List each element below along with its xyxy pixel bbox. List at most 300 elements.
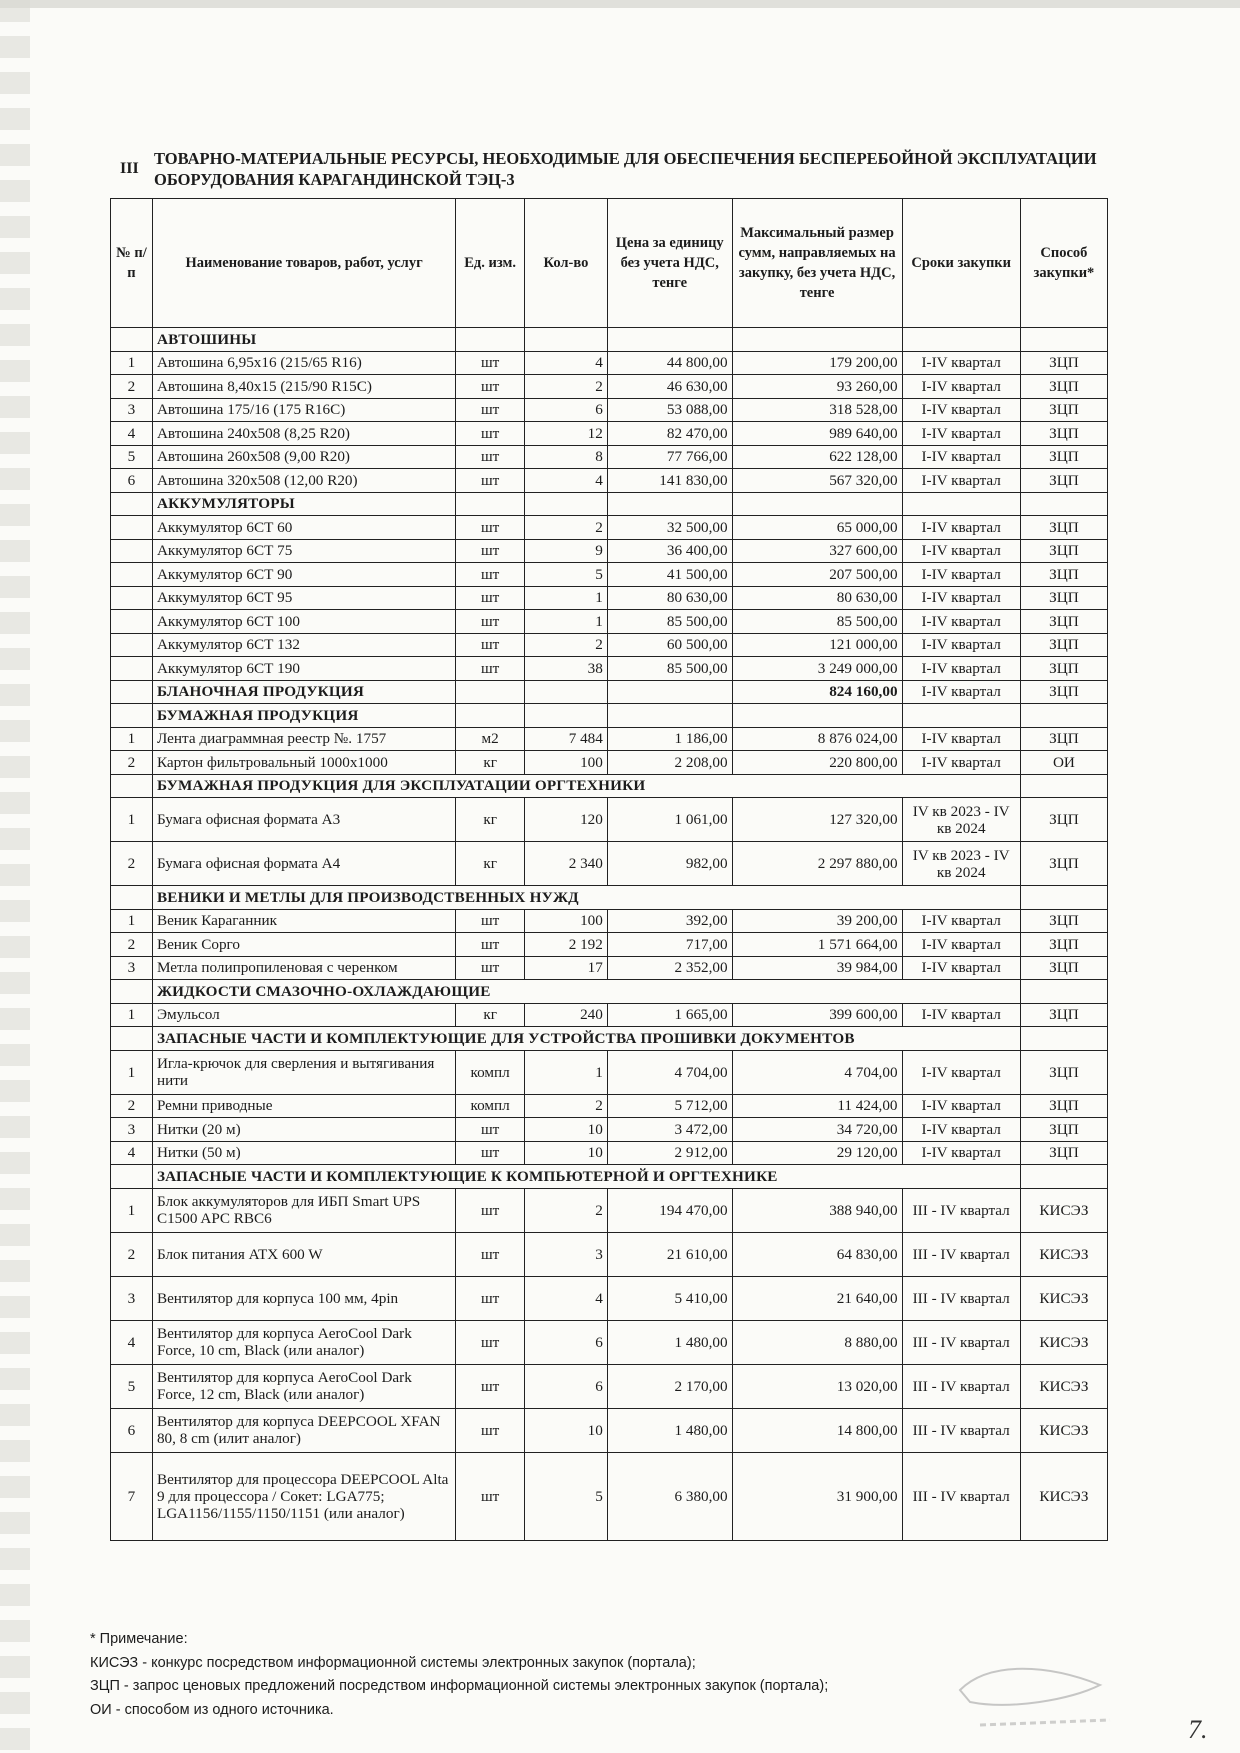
row-sum: 179 200,00 [732, 351, 902, 375]
row-number [111, 610, 153, 634]
row-period: IV кв 2023 - IV кв 2024 [902, 842, 1020, 886]
row-unit-price: 46 630,00 [607, 375, 732, 399]
row-period: III - IV квартал [902, 1320, 1020, 1364]
row-item-name: Вентилятор для процессора DEEPCOOL Alta 9 для процессора / Сокет: LGA775; LGA1156/1155/1150/1151 (или аналог) [152, 1452, 455, 1540]
row-sum: 824 160,00 [732, 680, 902, 704]
section-num-cell [111, 328, 153, 352]
row-period: I-IV квартал [902, 563, 1020, 587]
table-row [111, 516, 1108, 540]
empty-cell [607, 680, 732, 704]
row-method: ЗЦП [1020, 1003, 1107, 1027]
row-number: 1 [111, 1188, 153, 1232]
row-number: 3 [111, 1118, 153, 1142]
table-row [111, 563, 1108, 587]
row-method: ЗЦП [1020, 563, 1107, 587]
row-quantity: 10 [525, 1141, 608, 1165]
scan-top-edge [0, 0, 1240, 8]
row-unit: м2 [456, 727, 525, 751]
section-title: ЗАПАСНЫЕ ЧАСТИ И КОМПЛЕКТУЮЩИЕ К КОМПЬЮТЕРНОЙ И ОРГТЕХНИКЕ [152, 1165, 1020, 1189]
empty-cell [607, 704, 732, 728]
row-method: ЗЦП [1020, 798, 1107, 842]
row-number: 2 [111, 1232, 153, 1276]
footnote-oi: ОИ - способом из одного источника. [90, 1701, 334, 1718]
section-row-s1 [111, 328, 1108, 352]
row-number [111, 657, 153, 681]
table-header-row [111, 199, 1108, 328]
row-unit: шт [456, 516, 525, 540]
row-quantity: 2 192 [525, 933, 608, 957]
row-unit-price: 2 912,00 [607, 1141, 732, 1165]
row-unit-price: 77 766,00 [607, 445, 732, 469]
row-method: ЗЦП [1020, 933, 1107, 957]
row-method: КИСЭЗ [1020, 1452, 1107, 1540]
row-item-name: Автошина 175/16 (175 R16C) [152, 398, 455, 422]
row-method: ЗЦП [1020, 469, 1107, 493]
row-unit-price: 5 410,00 [607, 1276, 732, 1320]
empty-cell [607, 328, 732, 352]
row-unit-price: 85 500,00 [607, 657, 732, 681]
table-row [111, 1232, 1108, 1276]
row-number: 2 [111, 933, 153, 957]
row-number [111, 563, 153, 587]
table-row [111, 933, 1108, 957]
empty-cell [456, 704, 525, 728]
section-row-s8 [111, 1165, 1108, 1189]
empty-cell [525, 492, 608, 516]
row-unit-price: 36 400,00 [607, 539, 732, 563]
row-number: 6 [111, 1408, 153, 1452]
row-sum: 207 500,00 [732, 563, 902, 587]
row-item-name: Эмульсол [152, 1003, 455, 1027]
empty-cell [902, 328, 1020, 352]
row-item-name: Аккумулятор 6СТ 75 [152, 539, 455, 563]
row-unit-price: 2 208,00 [607, 751, 732, 775]
row-sum: 8 876 024,00 [732, 727, 902, 751]
empty-cell [1020, 1165, 1107, 1189]
row-unit-price: 82 470,00 [607, 422, 732, 446]
row-unit-price: 982,00 [607, 842, 732, 886]
table-row [111, 351, 1108, 375]
section-num-cell [111, 886, 153, 910]
row-period: I-IV квартал [902, 539, 1020, 563]
section-row-blank [111, 680, 1108, 704]
row-method: КИСЭЗ [1020, 1408, 1107, 1452]
row-quantity: 2 [525, 516, 608, 540]
footnotes [90, 1628, 828, 1722]
table-row [111, 798, 1108, 842]
table-row [111, 539, 1108, 563]
row-item-name: Лента диаграммная реестр №. 1757 [152, 727, 455, 751]
row-number: 1 [111, 1050, 153, 1094]
row-period: III - IV квартал [902, 1188, 1020, 1232]
row-sum: 85 500,00 [732, 610, 902, 634]
row-quantity: 38 [525, 657, 608, 681]
row-unit-price: 32 500,00 [607, 516, 732, 540]
empty-cell [732, 328, 902, 352]
row-number: 4 [111, 422, 153, 446]
row-method: ЗЦП [1020, 398, 1107, 422]
row-period: I-IV квартал [902, 1094, 1020, 1118]
row-item-name: Бумага офисная формата А4 [152, 842, 455, 886]
row-period: I-IV квартал [902, 1118, 1020, 1142]
empty-cell [1020, 886, 1107, 910]
section-title: БУМАЖНАЯ ПРОДУКЦИЯ ДЛЯ ЭКСПЛУАТАЦИИ ОРГТЕХНИКИ [152, 774, 1020, 798]
empty-cell [525, 328, 608, 352]
row-unit: шт [456, 1452, 525, 1540]
row-item-name: Автошина 320х508 (12,00 R20) [152, 469, 455, 493]
section-title: АВТОШИНЫ [152, 328, 455, 352]
empty-cell [1020, 328, 1107, 352]
row-item-name: Веник Караганник [152, 909, 455, 933]
row-item-name: Метла полипропиленовая с черенком [152, 956, 455, 980]
section-title: АККУМУЛЯТОРЫ [152, 492, 455, 516]
row-quantity: 240 [525, 1003, 608, 1027]
row-unit: шт [456, 445, 525, 469]
empty-cell [1020, 704, 1107, 728]
row-item-name: Нитки (20 м) [152, 1118, 455, 1142]
row-method: ЗЦП [1020, 586, 1107, 610]
row-sum: 567 320,00 [732, 469, 902, 493]
section-title: ТОВАРНО-МАТЕРИАЛЬНЫЕ РЕСУРСЫ, НЕОБХОДИМЫЕ ДЛЯ ОБЕСПЕЧЕНИЯ БЕСПЕРЕБОЙНОЙ ЭКСПЛУАТАЦИИ ОБОРУДОВАНИЯ КАРАГАНДИНСКОЙ ТЭЦ-3 [154, 149, 1097, 189]
row-sum: 220 800,00 [732, 751, 902, 775]
row-number: 2 [111, 1094, 153, 1118]
row-unit: кг [456, 751, 525, 775]
section-number: III [120, 160, 139, 177]
row-sum: 29 120,00 [732, 1141, 902, 1165]
row-unit: шт [456, 657, 525, 681]
row-unit-price: 5 712,00 [607, 1094, 732, 1118]
row-method: КИСЭЗ [1020, 1188, 1107, 1232]
row-method: ЗЦП [1020, 516, 1107, 540]
row-method: ЗЦП [1020, 375, 1107, 399]
row-sum: 64 830,00 [732, 1232, 902, 1276]
row-sum: 65 000,00 [732, 516, 902, 540]
row-period: I-IV квартал [902, 445, 1020, 469]
row-number: 4 [111, 1320, 153, 1364]
table-row [111, 657, 1108, 681]
row-number [111, 586, 153, 610]
header-method: Способ закупки* [1020, 199, 1107, 328]
row-item-name: Аккумулятор 6СТ 90 [152, 563, 455, 587]
row-sum: 93 260,00 [732, 375, 902, 399]
row-item-name: Аккумулятор 6СТ 95 [152, 586, 455, 610]
row-method: ЗЦП [1020, 610, 1107, 634]
section-row-s6 [111, 980, 1108, 1004]
row-period: I-IV квартал [902, 610, 1020, 634]
row-number [111, 539, 153, 563]
row-unit: шт [456, 933, 525, 957]
empty-cell [732, 704, 902, 728]
empty-cell [1020, 980, 1107, 1004]
row-number: 1 [111, 909, 153, 933]
table-row [111, 956, 1108, 980]
row-item-name: Аккумулятор 6СТ 132 [152, 633, 455, 657]
row-quantity: 2 [525, 1188, 608, 1232]
section-row-s4 [111, 774, 1108, 798]
row-unit: шт [456, 1408, 525, 1452]
row-number [111, 516, 153, 540]
row-period: I-IV квартал [902, 727, 1020, 751]
row-unit: шт [456, 1364, 525, 1408]
header-num: № п/п [111, 199, 153, 328]
row-period: I-IV квартал [902, 1141, 1020, 1165]
row-unit-price: 85 500,00 [607, 610, 732, 634]
row-unit: шт [456, 1320, 525, 1364]
row-period: I-IV квартал [902, 751, 1020, 775]
header-unit: Ед. изм. [456, 199, 525, 328]
row-sum: 14 800,00 [732, 1408, 902, 1452]
row-period: I-IV квартал [902, 586, 1020, 610]
section-num-cell [111, 774, 153, 798]
table-row [111, 1050, 1108, 1094]
table-row [111, 445, 1108, 469]
header-sum: Максимальный размер сумм, направляемых на закупку, без учета НДС, тенге [732, 199, 902, 328]
table-row [111, 1320, 1108, 1364]
row-period: I-IV квартал [902, 956, 1020, 980]
empty-cell [1020, 1027, 1107, 1051]
row-number: 6 [111, 469, 153, 493]
row-item-name: Вентилятор для корпуса DEEPCOOL XFAN 80, 8 cm (илит аналог) [152, 1408, 455, 1452]
footnote-title: * Примечание: [90, 1631, 188, 1647]
row-unit-price: 53 088,00 [607, 398, 732, 422]
row-sum: 21 640,00 [732, 1276, 902, 1320]
row-quantity: 1 [525, 1050, 608, 1094]
row-sum: 121 000,00 [732, 633, 902, 657]
row-quantity: 120 [525, 798, 608, 842]
row-sum: 8 880,00 [732, 1320, 902, 1364]
table-row [111, 633, 1108, 657]
row-method: ЗЦП [1020, 727, 1107, 751]
section-num-cell [111, 704, 153, 728]
row-item-name: Автошина 240х508 (8,25 R20) [152, 422, 455, 446]
row-period: I-IV квартал [902, 680, 1020, 704]
row-method: ЗЦП [1020, 539, 1107, 563]
row-unit-price: 80 630,00 [607, 586, 732, 610]
row-number: 2 [111, 751, 153, 775]
row-unit-price: 41 500,00 [607, 563, 732, 587]
table-row [111, 1452, 1108, 1540]
section-row-s7 [111, 1027, 1108, 1051]
row-method: ЗЦП [1020, 633, 1107, 657]
row-number: 4 [111, 1141, 153, 1165]
row-unit: шт [456, 398, 525, 422]
row-unit-price: 1 186,00 [607, 727, 732, 751]
row-method: ЗЦП [1020, 842, 1107, 886]
row-quantity: 9 [525, 539, 608, 563]
row-item-name: Блок питания ATX 600 W [152, 1232, 455, 1276]
binding-holes-strip [0, 0, 30, 1753]
row-method: ЗЦП [1020, 909, 1107, 933]
row-unit-price: 2 352,00 [607, 956, 732, 980]
row-quantity: 2 340 [525, 842, 608, 886]
row-sum: 622 128,00 [732, 445, 902, 469]
row-item-name: Вентилятор для корпуса 100 мм, 4pin [152, 1276, 455, 1320]
table-row [111, 1408, 1108, 1452]
row-sum: 4 704,00 [732, 1050, 902, 1094]
table-body [111, 328, 1108, 1541]
row-quantity: 4 [525, 351, 608, 375]
table-row [111, 1118, 1108, 1142]
row-period: I-IV квартал [902, 909, 1020, 933]
row-quantity: 7 484 [525, 727, 608, 751]
row-method: ЗЦП [1020, 445, 1107, 469]
row-sum: 327 600,00 [732, 539, 902, 563]
row-quantity: 17 [525, 956, 608, 980]
row-quantity: 3 [525, 1232, 608, 1276]
empty-cell [902, 704, 1020, 728]
faded-stamp-mark [940, 1640, 1130, 1750]
row-method: ЗЦП [1020, 422, 1107, 446]
row-unit-price: 2 170,00 [607, 1364, 732, 1408]
row-sum: 3 249 000,00 [732, 657, 902, 681]
row-method: ЗЦП [1020, 1050, 1107, 1094]
row-period: I-IV квартал [902, 375, 1020, 399]
row-period: III - IV квартал [902, 1408, 1020, 1452]
row-method: ЗЦП [1020, 1141, 1107, 1165]
row-method: КИСЭЗ [1020, 1232, 1107, 1276]
row-number: 1 [111, 351, 153, 375]
row-number: 2 [111, 375, 153, 399]
row-number: 7 [111, 1452, 153, 1540]
row-unit-price: 1 061,00 [607, 798, 732, 842]
row-sum: 127 320,00 [732, 798, 902, 842]
row-unit: шт [456, 633, 525, 657]
empty-cell [456, 680, 525, 704]
row-item-name: Вентилятор для корпуса AeroCool Dark Force, 10 cm, Black (или аналог) [152, 1320, 455, 1364]
procurement-table [110, 198, 1108, 1541]
section-num-cell [111, 1165, 153, 1189]
row-method: КИСЭЗ [1020, 1276, 1107, 1320]
row-quantity: 1 [525, 586, 608, 610]
table-row [111, 610, 1108, 634]
row-quantity: 4 [525, 1276, 608, 1320]
row-method: КИСЭЗ [1020, 1320, 1107, 1364]
section-num-cell [111, 980, 153, 1004]
row-method: ЗЦП [1020, 680, 1107, 704]
row-unit-price: 717,00 [607, 933, 732, 957]
row-quantity: 10 [525, 1118, 608, 1142]
table-row [111, 727, 1108, 751]
row-unit: шт [456, 909, 525, 933]
row-number [111, 633, 153, 657]
row-sum: 80 630,00 [732, 586, 902, 610]
row-quantity: 6 [525, 1364, 608, 1408]
row-period: IV кв 2023 - IV кв 2024 [902, 798, 1020, 842]
row-quantity: 12 [525, 422, 608, 446]
section-title: БУМАЖНАЯ ПРОДУКЦИЯ [152, 704, 455, 728]
header-period: Сроки закупки [902, 199, 1020, 328]
row-quantity: 100 [525, 751, 608, 775]
row-period: III - IV квартал [902, 1452, 1020, 1540]
row-period: I-IV квартал [902, 1050, 1020, 1094]
row-sum: 31 900,00 [732, 1452, 902, 1540]
row-method: ЗЦП [1020, 351, 1107, 375]
row-period: I-IV квартал [902, 657, 1020, 681]
row-sum: 1 571 664,00 [732, 933, 902, 957]
empty-cell [456, 492, 525, 516]
row-period: III - IV квартал [902, 1232, 1020, 1276]
row-period: I-IV квартал [902, 1003, 1020, 1027]
table-row [111, 398, 1108, 422]
row-quantity: 6 [525, 398, 608, 422]
row-unit: шт [456, 351, 525, 375]
row-unit: кг [456, 842, 525, 886]
row-number: 5 [111, 445, 153, 469]
header-price: Цена за единицу без учета НДС, тенге [607, 199, 732, 328]
row-sum: 399 600,00 [732, 1003, 902, 1027]
row-number: 5 [111, 1364, 153, 1408]
row-item-name: Аккумулятор 6СТ 100 [152, 610, 455, 634]
page-number: 7. [1188, 1715, 1208, 1744]
row-unit: шт [456, 375, 525, 399]
row-method: ЗЦП [1020, 1094, 1107, 1118]
row-unit: кг [456, 798, 525, 842]
row-period: I-IV квартал [902, 933, 1020, 957]
empty-cell [607, 492, 732, 516]
row-unit-price: 141 830,00 [607, 469, 732, 493]
row-sum: 318 528,00 [732, 398, 902, 422]
section-title: ЗАПАСНЫЕ ЧАСТИ И КОМПЛЕКТУЮЩИЕ ДЛЯ УСТРОЙСТВА ПРОШИВКИ ДОКУМЕНТОВ [152, 1027, 1020, 1051]
row-quantity: 100 [525, 909, 608, 933]
row-item-name: Ремни приводные [152, 1094, 455, 1118]
row-unit-price: 1 665,00 [607, 1003, 732, 1027]
row-item-name: Автошина 8,40х15 (215/90 R15C) [152, 375, 455, 399]
row-item-name: Автошина 260х508 (9,00 R20) [152, 445, 455, 469]
row-quantity: 8 [525, 445, 608, 469]
row-item-name: Блок аккумуляторов для ИБП Smart UPS C1500 APC RBC6 [152, 1188, 455, 1232]
row-quantity: 4 [525, 469, 608, 493]
row-unit: шт [456, 563, 525, 587]
row-item-name: Вентилятор для корпуса AeroCool Dark Force, 12 cm, Black (или аналог) [152, 1364, 455, 1408]
row-item-name: Картон фильтровальный 1000х1000 [152, 751, 455, 775]
row-method: ЗЦП [1020, 657, 1107, 681]
row-unit-price: 4 704,00 [607, 1050, 732, 1094]
row-unit: шт [456, 469, 525, 493]
row-unit-price: 44 800,00 [607, 351, 732, 375]
table-row [111, 1276, 1108, 1320]
section-row-s3 [111, 704, 1108, 728]
empty-cell [1020, 774, 1107, 798]
row-unit: шт [456, 610, 525, 634]
section-num-cell [111, 492, 153, 516]
section-title: ЖИДКОСТИ СМАЗОЧНО-ОХЛАЖДАЮЩИЕ [152, 980, 1020, 1004]
row-number: 1 [111, 1003, 153, 1027]
row-unit-price: 392,00 [607, 909, 732, 933]
footnote-kisez: КИСЭЗ - конкурс посредством информационной системы электронных закупок (портала); [90, 1654, 696, 1671]
table-row [111, 1003, 1108, 1027]
section-num-cell [111, 1027, 153, 1051]
row-sum: 39 200,00 [732, 909, 902, 933]
row-unit: шт [456, 1232, 525, 1276]
header-name: Наименование товаров, работ, услуг [152, 199, 455, 328]
empty-cell [732, 492, 902, 516]
table-row [111, 469, 1108, 493]
row-unit: шт [456, 539, 525, 563]
row-sum: 34 720,00 [732, 1118, 902, 1142]
row-unit-price: 6 380,00 [607, 1452, 732, 1540]
row-method: ОИ [1020, 751, 1107, 775]
row-method: КИСЭЗ [1020, 1364, 1107, 1408]
empty-cell [456, 328, 525, 352]
row-item-name: Веник Сорго [152, 933, 455, 957]
row-sum: 388 940,00 [732, 1188, 902, 1232]
table-row [111, 1188, 1108, 1232]
row-unit-price: 194 470,00 [607, 1188, 732, 1232]
row-unit-price: 3 472,00 [607, 1118, 732, 1142]
table-row [111, 909, 1108, 933]
row-unit: шт [456, 956, 525, 980]
row-unit-price: 1 480,00 [607, 1408, 732, 1452]
